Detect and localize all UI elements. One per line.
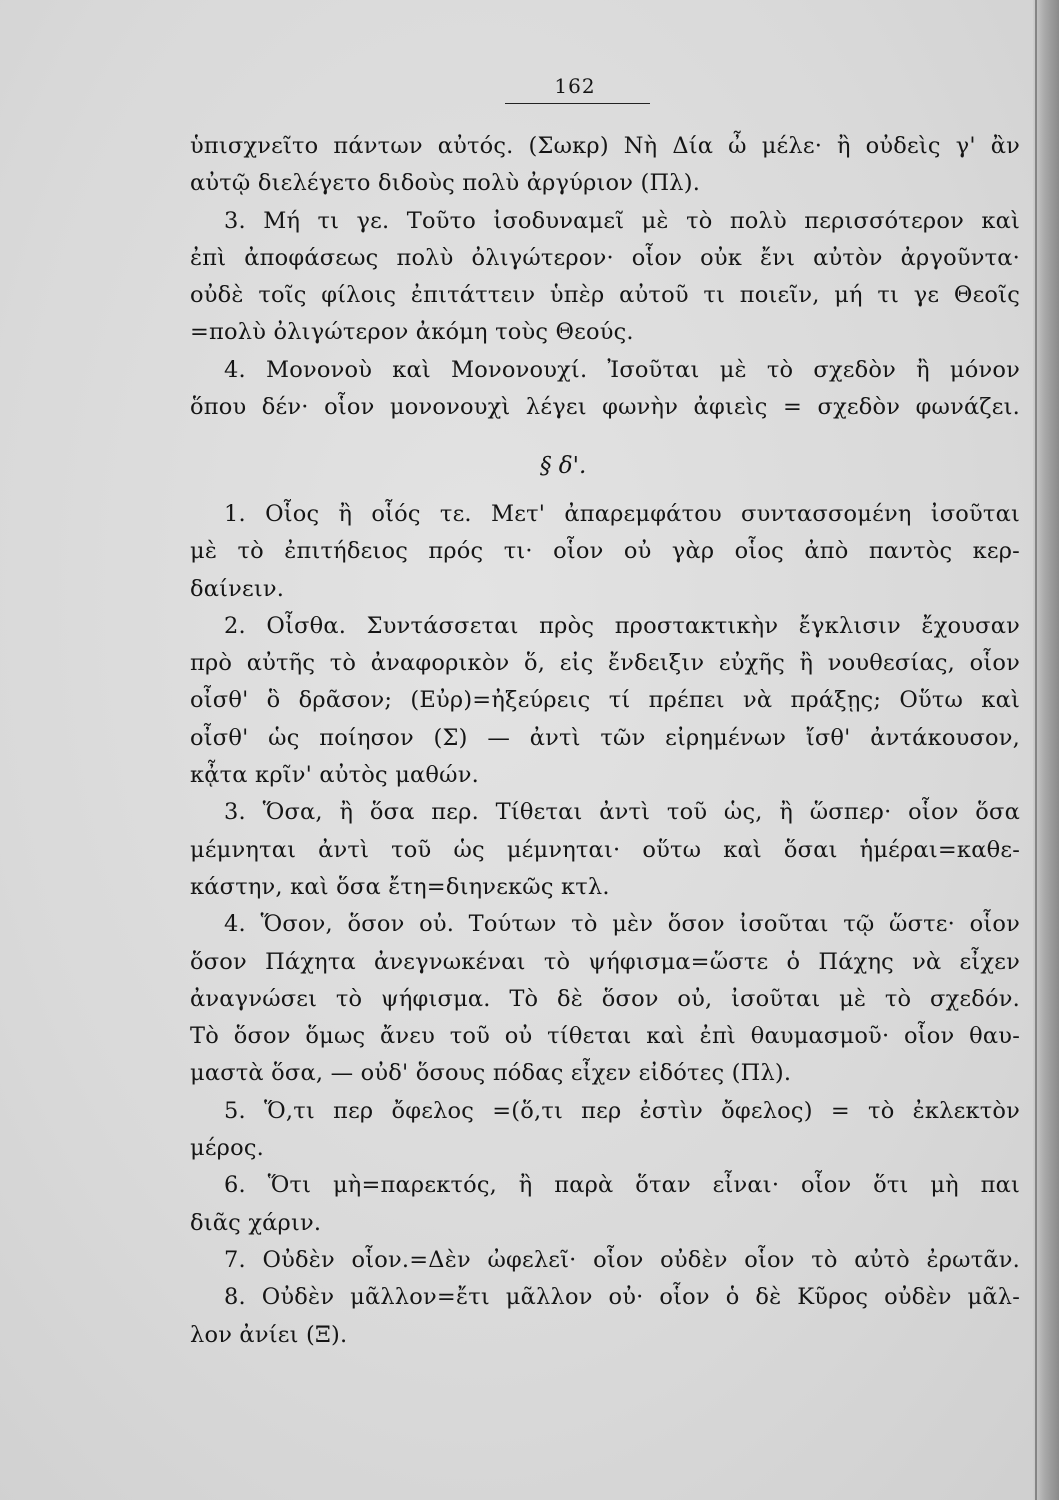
- text-line: 7. Οὐδὲν οἷον.=Δὲν ὠφελεῖ· οἷον οὐδὲν οἷον τὸ αὐτὸ ἐρωτᾶν.: [224, 1246, 1020, 1273]
- text-line: 3. Ὅσα, ἢ ὅσα περ. Τίθεται ἀντὶ τοῦ ὡς, ἢ ὥσπερ· οἷον ὅσα: [224, 799, 1020, 826]
- text-line: μὲ τὸ ἐπιτήδειος πρός τι· οἷον οὐ γὰρ οἷος ἀπὸ παντὸς κερ-: [190, 538, 1020, 565]
- text-line: ἐπὶ ἀποφάσεως πολὺ ὀλιγώτερον· οἷον οὐκ ἔνι αὐτὸν ἀργοῦντα·: [190, 244, 1020, 271]
- text-line: οἶσθ' ὡς ποίησον (Σ) — ἀντὶ τῶν εἰρημένων ἴσθ' ἀντάκουσον,: [190, 724, 1020, 751]
- text-line: πρὸ αὐτῆς τὸ ἀναφορικὸν ὅ, εἰς ἔνδειξιν εὐχῆς ἢ νουθεσίας, οἷον: [190, 650, 1020, 677]
- text-line: 3. Μή τι γε. Τοῦτο ἰσοδυναμεῖ μὲ τὸ πολὺ περισσότερον καὶ: [224, 207, 1020, 234]
- text-line: 8. Οὐδὲν μᾶλλον=ἔτι μᾶλλον οὐ· οἷον ὁ δὲ Κῦρος οὐδὲν μᾶλ-: [224, 1284, 1020, 1311]
- text-line: κᾆτα κρῖν' αὐτὸς μαθών.: [190, 762, 479, 789]
- text-line: Τὸ ὅσον ὅμως ἄνευ τοῦ οὐ τίθεται καὶ ἐπὶ θαυμασμοῦ· οἷον θαυ-: [190, 1023, 1020, 1050]
- text-line: 2. Οἶσθα. Συντάσσεται πρὸς προστακτικὴν ἔγκλισιν ἔχουσαν: [224, 612, 1020, 639]
- text-line: μαστὰ ὅσα, — οὐδ' ὅσους πόδας εἶχεν εἰδότες (Πλ).: [190, 1060, 792, 1087]
- binding-edge: [1035, 0, 1037, 1500]
- text-line: μέρος.: [190, 1135, 265, 1162]
- text-line: κάστην, καὶ ὅσα ἔτη=διηνεκῶς κτλ.: [190, 873, 610, 900]
- text-line: αὐτῷ διελέγετο διδοὺς πολὺ ἀργύριον (Πλ).: [190, 170, 701, 197]
- text-line: ὅπου δέν· οἷον μονονουχὶ λέγει φωνὴν ἀφιεὶς = σχεδὸν φωνάζει.: [190, 394, 1020, 421]
- text-line: 4. Ὅσον, ὅσον οὐ. Τούτων τὸ μὲν ὅσον ἰσοῦται τῷ ὥστε· οἷον: [224, 911, 1020, 938]
- text-line: λον ἀνίει (Ξ).: [190, 1321, 348, 1348]
- page-number: 162: [554, 74, 596, 98]
- text-line: 1. Οἷος ἢ οἷός τε. Μετ' ἀπαρεμφάτου συντασσομένη ἰσοῦται: [224, 501, 1020, 527]
- text-line: =πολὺ ὀλιγώτερον ἀκόμη τοὺς Θεούς.: [190, 319, 634, 346]
- text-line: 4. Μονονοὺ καὶ Μονονουχί. Ἰσοῦται μὲ τὸ σχεδὸν ἢ μόνον: [224, 356, 1020, 383]
- text-line: 5. Ὅ,τι περ ὄφελος =(ὅ,τι περ ἐστὶν ὄφελος) = τὸ ἐκλεκτὸν: [224, 1097, 1020, 1124]
- text-line: δαίνειν.: [190, 575, 285, 602]
- text-line: οἶσθ' ὃ δρᾶσον; (Εὐρ)=ἠξεύρεις τί πρέπει νὰ πράξῃς; Οὕτω καὶ: [190, 687, 1020, 714]
- text-block-bottom: [190, 496, 1020, 1354]
- page-number-rule: [505, 103, 650, 104]
- section-heading: § δ'.: [540, 453, 587, 479]
- text-line: μέμνηται ἀντὶ τοῦ ὡς μέμνηται· οὕτω καὶ ὅσαι ἡμέραι=καθε-: [190, 836, 1020, 863]
- text-line: 6. Ὅτι μὴ=παρεκτός, ἢ παρὰ ὅταν εἶναι· οἷον ὅτι μὴ παι: [224, 1172, 1020, 1199]
- text-line: ἀναγνώσει τὸ ψήφισμα. Τὸ δὲ ὅσον οὐ, ἰσοῦται μὲ τὸ σχεδόν.: [190, 985, 1020, 1012]
- text-line: διᾶς χάριν.: [190, 1209, 322, 1236]
- text-line: οὐδὲ τοῖς φίλοις ἐπιτάττειν ὑπὲρ αὐτοῦ τι ποιεῖν, μή τι γε Θεοῖς: [190, 282, 1020, 309]
- text-block-top: [190, 128, 1020, 426]
- text-line: ὑπισχνεῖτο πάντων αὐτός. (Σωκρ) Νὴ Δία ὦ μέλε· ἢ οὐδεὶς γ' ἂν: [190, 133, 1020, 159]
- text-line: ὅσον Πάχητα ἀνεγνωκέναι τὸ ψήφισμα=ὥστε ὁ Πάχης νὰ εἶχεν: [190, 948, 1020, 975]
